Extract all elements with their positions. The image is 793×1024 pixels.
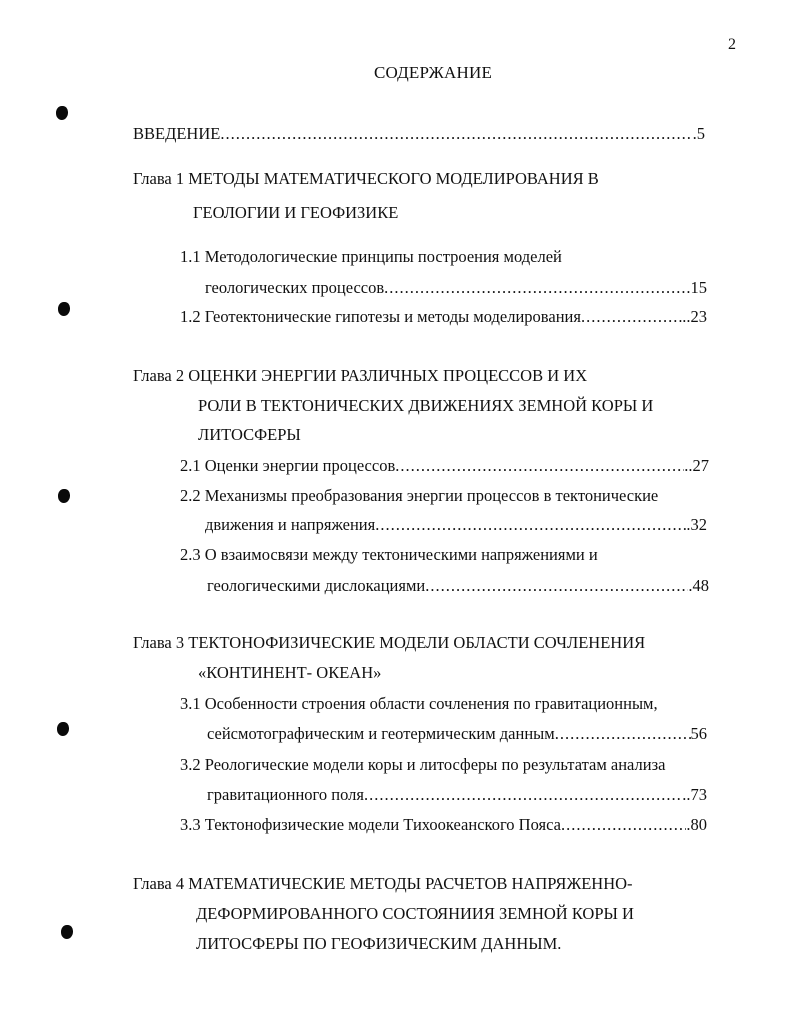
section-2-2-line-1: 2.2 Механизмы преобразования энергии процессов в тектонические — [180, 486, 659, 505]
toc-entry-label: 2.1 Оценки энергии процессов — [180, 456, 396, 475]
toc-entry-page: ..23 — [682, 307, 707, 326]
leader-dots — [581, 307, 682, 327]
leader-dots — [561, 815, 686, 835]
toc-entry-page: ..27 — [684, 456, 709, 475]
section-3-3 — [180, 815, 707, 835]
leader-dots — [425, 576, 688, 596]
chapter-3-heading-line-2: «КОНТИНЕНТ- ОКЕАН» — [198, 663, 382, 682]
toc-entry-page: .5 — [692, 124, 705, 143]
section-1-1-line-1: 1.1 Методологические принципы построения моделей — [180, 247, 562, 266]
section-2-1 — [180, 456, 709, 476]
toc-entry-label: гравитационного поля — [207, 785, 364, 804]
page-number: 2 — [728, 36, 736, 53]
toc-entry-page: .32 — [686, 515, 707, 534]
leader-dots — [384, 278, 686, 298]
page-title: СОДЕРЖАНИЕ — [373, 63, 493, 82]
chapter-2-heading-line-3: ЛИТОСФЕРЫ — [198, 425, 301, 444]
section-3-1-line-1: 3.1 Особенности строения области сочленения по гравитационным, — [180, 694, 658, 713]
toc-entry-label: 3.3 Тектонофизические модели Тихоокеанского Пояса — [180, 815, 561, 834]
section-2-3-line-1: 2.3 О взаимосвязи между тектоническими напряжениями и — [180, 545, 598, 564]
toc-entry-label: 1.2 Геотектонические гипотезы и методы моделирования — [180, 307, 581, 326]
leader-dots — [555, 724, 691, 744]
section-2-3-line-2 — [207, 576, 709, 596]
section-2-2-line-2 — [205, 515, 707, 535]
toc-entry-label: геологических процессов — [205, 278, 385, 297]
punch-hole-4 — [57, 722, 69, 736]
toc-entry-label: геологическими дислокациями — [207, 576, 426, 595]
section-3-2-line-2 — [207, 785, 707, 805]
punch-hole-3 — [58, 489, 70, 503]
leader-dots — [395, 456, 684, 476]
toc-entry-label: ВВЕДЕНИЕ — [133, 124, 221, 143]
chapter-4-heading-line-2: ДЕФОРМИРОВАННОГО СОСТОЯНИИЯ ЗЕМНОЙ КОРЫ И — [196, 904, 634, 923]
leader-dots — [220, 124, 692, 144]
toc-entry-page: ..73 — [682, 785, 707, 804]
punch-hole-5 — [61, 925, 73, 939]
chapter-3-heading-line-1: Глава 3 ТЕКТОНОФИЗИЧЕСКИЕ МОДЕЛИ ОБЛАСТИ СОЧЛЕНЕНИЯ — [133, 633, 646, 652]
toc-entry-label: сейсмотографическим и геотермическим данным — [207, 724, 555, 743]
punch-hole-1 — [56, 106, 68, 120]
toc-entry-page: .15 — [686, 278, 707, 297]
section-3-2-line-1: 3.2 Реологические модели коры и литосферы по результатам анализа — [180, 755, 666, 774]
chapter-1-heading-line-1: Глава 1 МЕТОДЫ МАТЕМАТИЧЕСКОГО МОДЕЛИРОВАНИЯ В — [133, 169, 599, 188]
toc-entry-intro — [133, 124, 705, 144]
punch-hole-2 — [58, 302, 70, 316]
leader-dots — [375, 515, 686, 535]
toc-entry-label: движения и напряжения — [205, 515, 376, 534]
chapter-4-heading-line-3: ЛИТОСФЕРЫ ПО ГЕОФИЗИЧЕСКИМ ДАННЫМ. — [196, 934, 562, 953]
section-3-1-line-2 — [207, 724, 707, 744]
toc-entry-page: .48 — [688, 576, 709, 595]
chapter-1-heading-line-2: ГЕОЛОГИИ И ГЕОФИЗИКЕ — [193, 203, 399, 222]
chapter-2-heading-line-2: РОЛИ В ТЕКТОНИЧЕСКИХ ДВИЖЕНИЯХ ЗЕМНОЙ КОРЫ И — [198, 396, 654, 415]
toc-entry-page: .80 — [686, 815, 707, 834]
chapter-2-heading-line-1: Глава 2 ОЦЕНКИ ЭНЕРГИИ РАЗЛИЧНЫХ ПРОЦЕССОВ И ИХ — [133, 366, 588, 385]
section-1-1-line-2 — [205, 278, 707, 298]
chapter-4-heading-line-1: Глава 4 МАТЕМАТИЧЕСКИЕ МЕТОДЫ РАСЧЕТОВ НАПРЯЖЕННО- — [133, 874, 633, 893]
section-1-2 — [180, 307, 707, 327]
toc-entry-page: 56 — [690, 724, 707, 743]
leader-dots — [364, 785, 682, 805]
